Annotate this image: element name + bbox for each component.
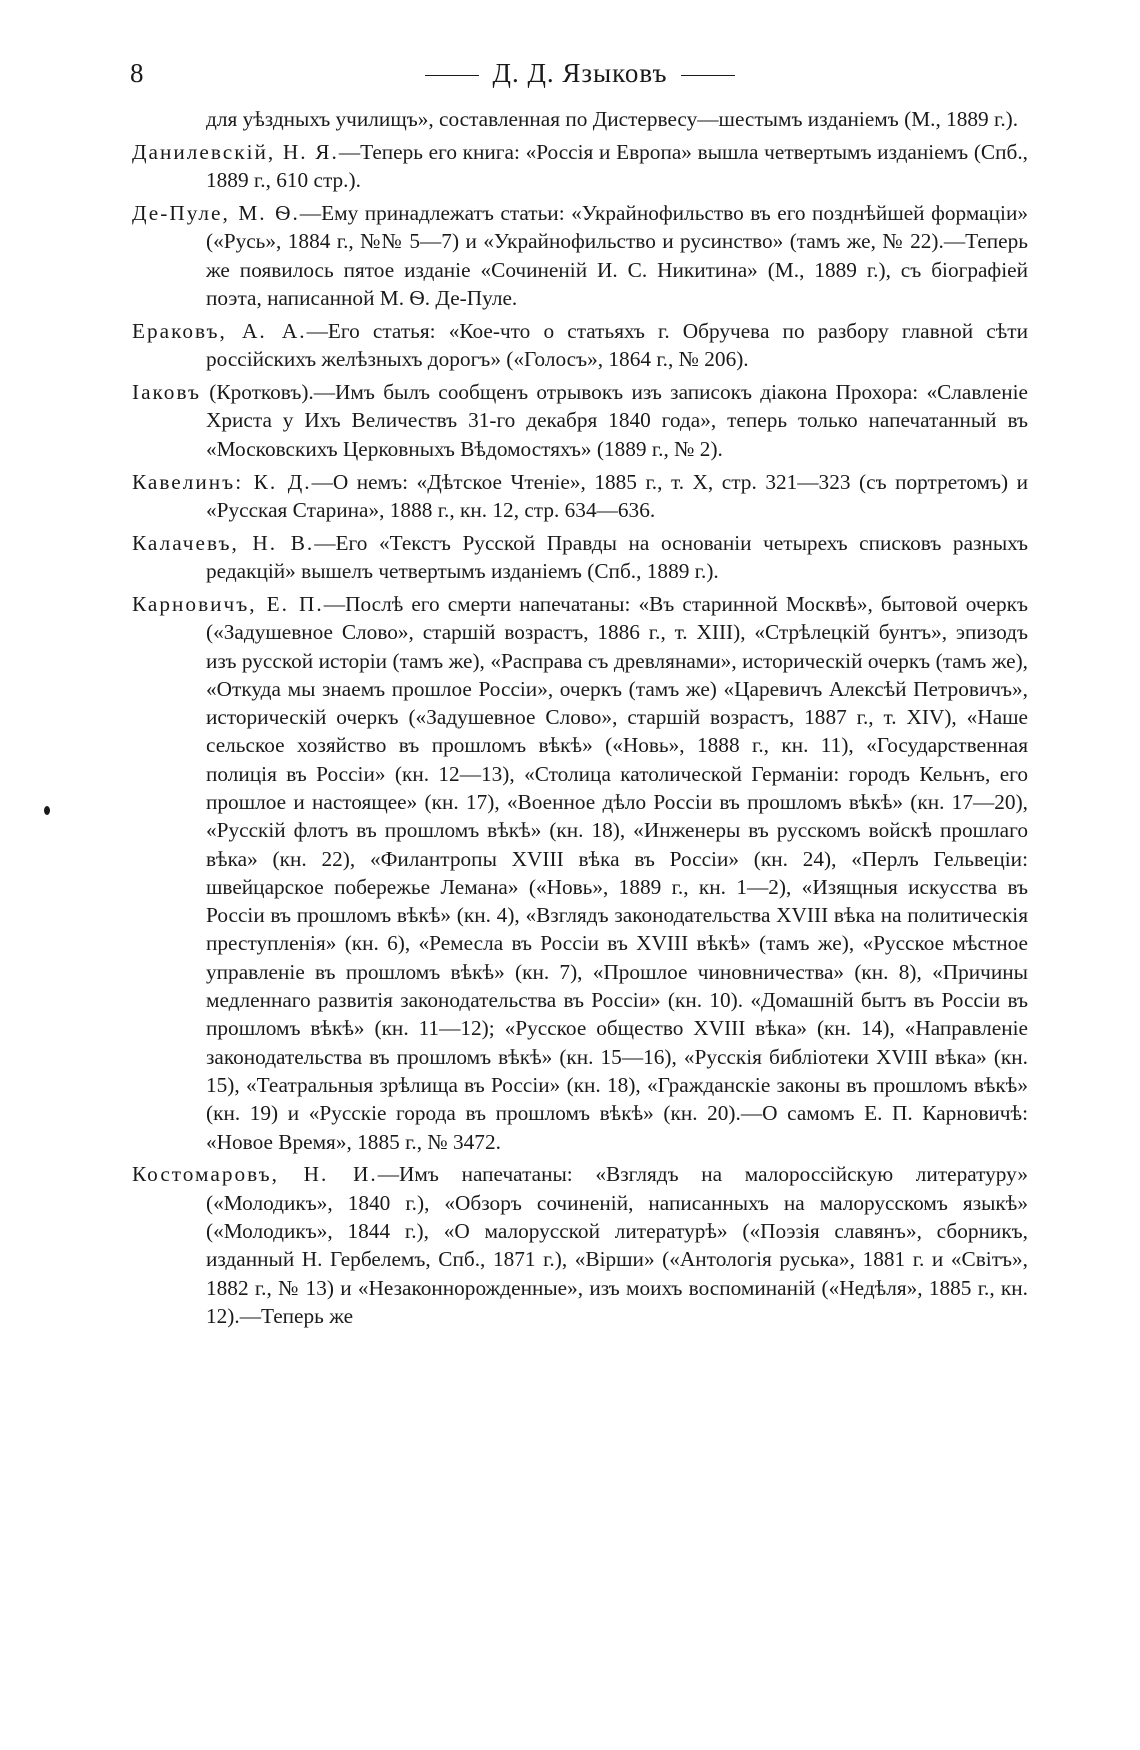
entry-text: —Имъ напечатаны: «Взглядъ на малороссійскую литературу» («Молодикъ», 1840 г.), «Обзоръ сочиненій, написанныхъ на малорусскомъ языкѣ» («Молодикъ», 1844 г.), «О малорусской литературѣ» («Поэзія славянъ», сборникъ, изданный Н. Гербелемъ, Спб., 1871 г.), «Вірши» («Антологія руська», 1881 г. и «Світъ», 1882 г., № 13) и «Незаконнорожденные», изъ моихъ воспоминаній («Недѣля», 1885 г., кн. 12).—Теперь же — [206, 1162, 1029, 1328]
header-rule-left — [425, 75, 479, 76]
entry-text: —О немъ: «Дѣтское Чтеніе», 1885 г., т. X, стр. 321—323 (съ портретомъ) и «Русская Старина», 1888 г., кн. 12, стр. 634—636. — [206, 469, 1028, 522]
entry-danilevsky — [132, 138, 1028, 195]
entry-text: —Теперь его книга: «Россія и Европа» вышла четвертымъ изданіемъ (Спб., 1889 г., 610 стр.). — [206, 139, 1028, 193]
entry-name: Де-Пуле, М. Ѳ. — [132, 201, 300, 226]
entry-text: для уѣздныхъ училищъ», составленная по Дистервесу—шестымъ изданіемъ (М., 1889 г.). — [206, 107, 1019, 131]
running-title-text: Д. Д. Языковъ — [492, 58, 668, 88]
entry-kavelin — [132, 468, 1028, 525]
page-number: 8 — [130, 58, 144, 88]
entry-erakov — [132, 317, 1028, 374]
entry-karnovich — [132, 590, 1028, 1156]
page-body — [132, 105, 1028, 1335]
page-header — [130, 58, 1030, 98]
entry-name: Карновичъ, Е. П. — [132, 591, 324, 616]
entry-name: Ераковъ, А. А. — [132, 318, 307, 343]
entry-name: Калачевъ, Н. В. — [132, 530, 315, 555]
entry-name: Костомаровъ, Н. И. — [132, 1162, 378, 1187]
entry-continuation — [132, 105, 1028, 133]
entry-iakov — [132, 378, 1028, 463]
entry-de-poule — [132, 199, 1028, 312]
entry-text: —Его статья: «Кое-что о статьяхъ г. Обручева по разбору главной сѣти россійскихъ желѣзныхъ дорогъ» («Голосъ», 1864 г., № 206). — [206, 318, 1028, 372]
running-title — [130, 58, 1030, 89]
entry-text: —Послѣ его смерти напечатаны: «Въ старинной Москвѣ», бытовой очеркъ («Задушевное Слово», старшій возрастъ, 1886 г., т. XIII), «Стрѣлецкій бунтъ», эпизодъ изъ русской исторіи (тамъ же), «Расправа съ древлянами», историческій очеркъ (тамъ же), «Откуда мы знаемъ прошлое Россіи», очеркъ (тамъ же) «Царевичъ Алексѣй Петровичъ», историческій очеркъ («Задушевное Слово», старшій возрастъ, 1887 г., т. XIV), «Наше сельское хозяйство въ прошломъ вѣкѣ» («Новь», 1888 г., кн. 11), «Государственная полиція въ Россіи» (кн. 12—13), «Столица католической Германіи: городъ Кельнъ, его прошлое и настоящее» (кн. 17), «Военное дѣло Россіи въ прошломъ вѣкѣ» (кн. 17—20), «Русскій флотъ въ прошломъ вѣкѣ» (кн. 18), «Инженеры въ русскомъ войскѣ прошлаго вѣка» (кн. 22), «Филантропы XVIII вѣка въ Россіи» (кн. 24), «Перлъ Гельвеціи: швейцарское побережье Лемана» («Новь», 1889 г., кн. 1—2), «Изящныя искусства въ Россіи въ прошломъ вѣкѣ» (кн. 4), «Взглядъ законодательства XVIII вѣка на политическія преступленія» (кн. 6), «Ремесла въ Россіи въ XVIII вѣкѣ» (тамъ же), «Русское мѣстное управленіе въ прошломъ вѣкѣ» (кн. 7), «Прошлое чиновничества» (кн. 8), «Причины медленнаго развитія законодательства въ Россіи» (кн. 10). «Домашній бытъ въ Россіи въ прошломъ вѣкѣ» (кн. 11—12); «Русское общество XVIII вѣка» (кн. 14), «Направленіе законодательства въ прошломъ вѣкѣ» (кн. 15—16), «Русскія библіотеки XVIII вѣка» (кн. 15), «Театральныя зрѣлища въ Россіи» (кн. 18), «Гражданскіе законы въ прошломъ вѣкѣ» (кн. 19) и «Русскіе города въ прошломъ вѣкѣ» (кн. 20).—О самомъ Е. П. Карновичѣ: «Новое Время», 1885 г., № 3472. — [206, 591, 1028, 1154]
entry-text: (Кротковъ).—Имъ былъ сообщенъ отрывокъ изъ записокъ діакона Прохора: «Славленіе Христа у Ихъ Величествъ 31-го декабря 1840 года», теперь только напечатанный въ «Московскихъ Церковныхъ Вѣдомостяхъ» (1889 г., № 2). — [201, 380, 1028, 461]
entry-kalachev — [132, 529, 1028, 586]
entry-name: Данилевскій, Н. Я. — [132, 139, 339, 164]
entry-kostomarov — [132, 1160, 1028, 1330]
entry-name: Іаковъ — [132, 380, 201, 405]
ink-speck — [44, 806, 50, 815]
entry-text: —Ему принадлежатъ статьи: «Украйнофильство въ его позднѣйшей формаціи» («Русь», 1884 г., №№ 5—7) и «Украйнофильство и русинство» (тамъ же, № 22).—Теперь же появилось пятое изданіе «Сочиненій И. С. Никитина» (М., 1889 г.), съ біографіей поэта, написанной М. Ѳ. Де-Пуле. — [206, 201, 1028, 310]
entry-text: —Его «Текстъ Русской Правды на основаніи четырехъ списковъ разныхъ редакцій» вышелъ четвертымъ изданіемъ (Спб., 1889 г.). — [206, 530, 1028, 584]
header-rule-right — [681, 75, 735, 76]
entry-name: Кавелинъ: К. Д. — [132, 469, 312, 494]
